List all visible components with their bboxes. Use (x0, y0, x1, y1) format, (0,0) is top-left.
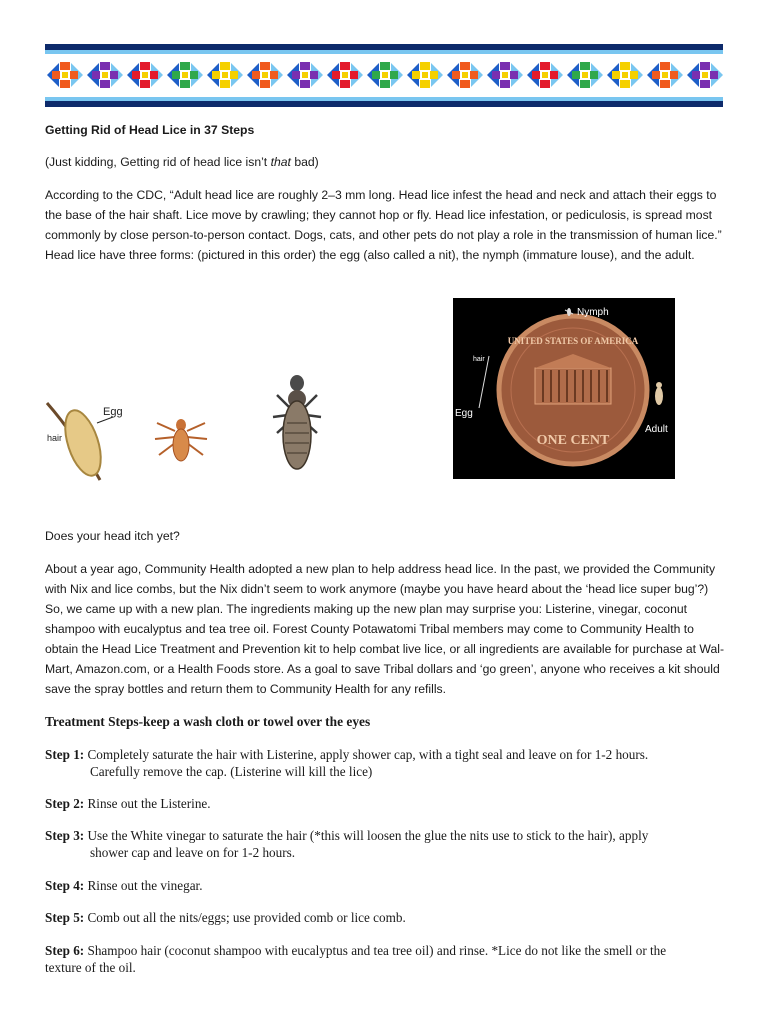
step-text: Comb out all the nits/eggs; use provided comb or lice comb. (84, 910, 406, 925)
step-6 (45, 942, 725, 976)
coin-adult-label: Adult (645, 424, 668, 435)
penny-graphic (453, 298, 675, 479)
subtitle-post: bad) (290, 155, 319, 169)
coin-hair-label: hair (473, 356, 485, 363)
step-text: Rinse out the Listerine. (84, 796, 211, 811)
step-text-continued: texture of the oil. (45, 960, 136, 975)
step-label: Step 4: (45, 878, 85, 893)
itch-question: Does your head itch yet? (45, 529, 180, 543)
step-4 (45, 877, 725, 894)
coin-egg-label: Egg (455, 408, 473, 419)
article-title: Getting Rid of Head Lice in 37 Steps (45, 123, 255, 137)
step-5 (45, 909, 725, 926)
step-text: Shampoo hair (coconut shampoo with eucalyptus and tea tree oil) and rinse. *Lice do not like the smell or the (84, 943, 667, 958)
coin-bottom-text: ONE CENT (536, 433, 610, 448)
step-label: Step 5: (45, 910, 85, 925)
community-health-paragraph: About a year ago, Community Health adopted a new plan to help address head lice. In the past, we provided the Community with Nix and lice combs, but the Nix didn’t seem to work anymore (maybe you have heard about the ‘head lice super bug’?) So, we came up with a new plan. The ingredients making up the new plan may surprise you: Listerine, vinegar, coconut shampoo with eucalyptus and tea tree oil. Forest County Potawatomi Tribal members may come to Community Health to obtain the Head Lice Treatment and Prevention kit to help combat live lice, or all ingredients are available for purchase at Wal-Mart, Amazon.com, or a Health Foods store. As a goal to save Tribal dollars and ‘go green’, anyone who receives a kit should save the spray bottles and return them to Community Health for any refills. (45, 562, 725, 696)
step-label: Step 1: (45, 747, 85, 762)
step-1 (45, 746, 725, 780)
step-label: Step 6: (45, 943, 85, 958)
lice-stages-figure (45, 365, 345, 483)
article-subtitle (45, 152, 725, 172)
egg-nit (58, 406, 108, 480)
subtitle-pre: (Just kidding, Getting rid of head lice isn’t (45, 155, 271, 169)
step-text: Use the White vinegar to saturate the hair (*this will loosen the glue the nits use to stick to the hair), apply (84, 828, 649, 843)
beadwork-banner (45, 44, 723, 107)
step-text: Rinse out the vinegar. (84, 878, 203, 893)
coin-nymph-label: Nymph (577, 307, 609, 318)
step-3 (45, 827, 725, 861)
hair-label: hair (47, 433, 63, 443)
cdc-paragraph: According to the CDC, “Adult head lice are roughly 2–3 mm long. Head lice infest the head and neck and attach their eggs to the base of the hair shaft. Lice move by crawling; they cannot hop or fly. Head lice infestation, or pediculosis, is spread most commonly by close person-to-person contact. Dogs, cats, and other pets do not play a role in the transmission of human lice.” Head lice have three forms: (pictured in this order) the egg (also called a nit), the nymph (immature louse), and the adult. (45, 188, 722, 262)
lice-stages-graphic (45, 365, 345, 483)
step-text-continued: Carefully remove the cap. (Listerine will kill the lice) (90, 764, 373, 779)
coin-top-text: UNITED STATES OF AMERICA (507, 336, 639, 346)
step-label: Step 3: (45, 828, 85, 843)
step-label: Step 2: (45, 796, 85, 811)
banner-pattern-graphic (45, 44, 723, 107)
nymph-louse (155, 419, 207, 461)
subtitle-emphasis: that (270, 155, 291, 169)
adult-louse (273, 375, 321, 469)
egg-label: Egg (103, 406, 123, 418)
step-text: Completely saturate the hair with Listerine, apply shower cap, with a tight seal and leave on for 1-2 hours. (84, 747, 649, 762)
treatment-heading: Treatment Steps-keep a wash cloth or towel over the eyes (45, 714, 371, 729)
coin-adult-louse (655, 382, 663, 405)
step-text-continued: shower cap and leave on for 1-2 hours. (90, 845, 296, 860)
step-2 (45, 795, 725, 812)
penny-size-comparison-photo (453, 298, 675, 479)
